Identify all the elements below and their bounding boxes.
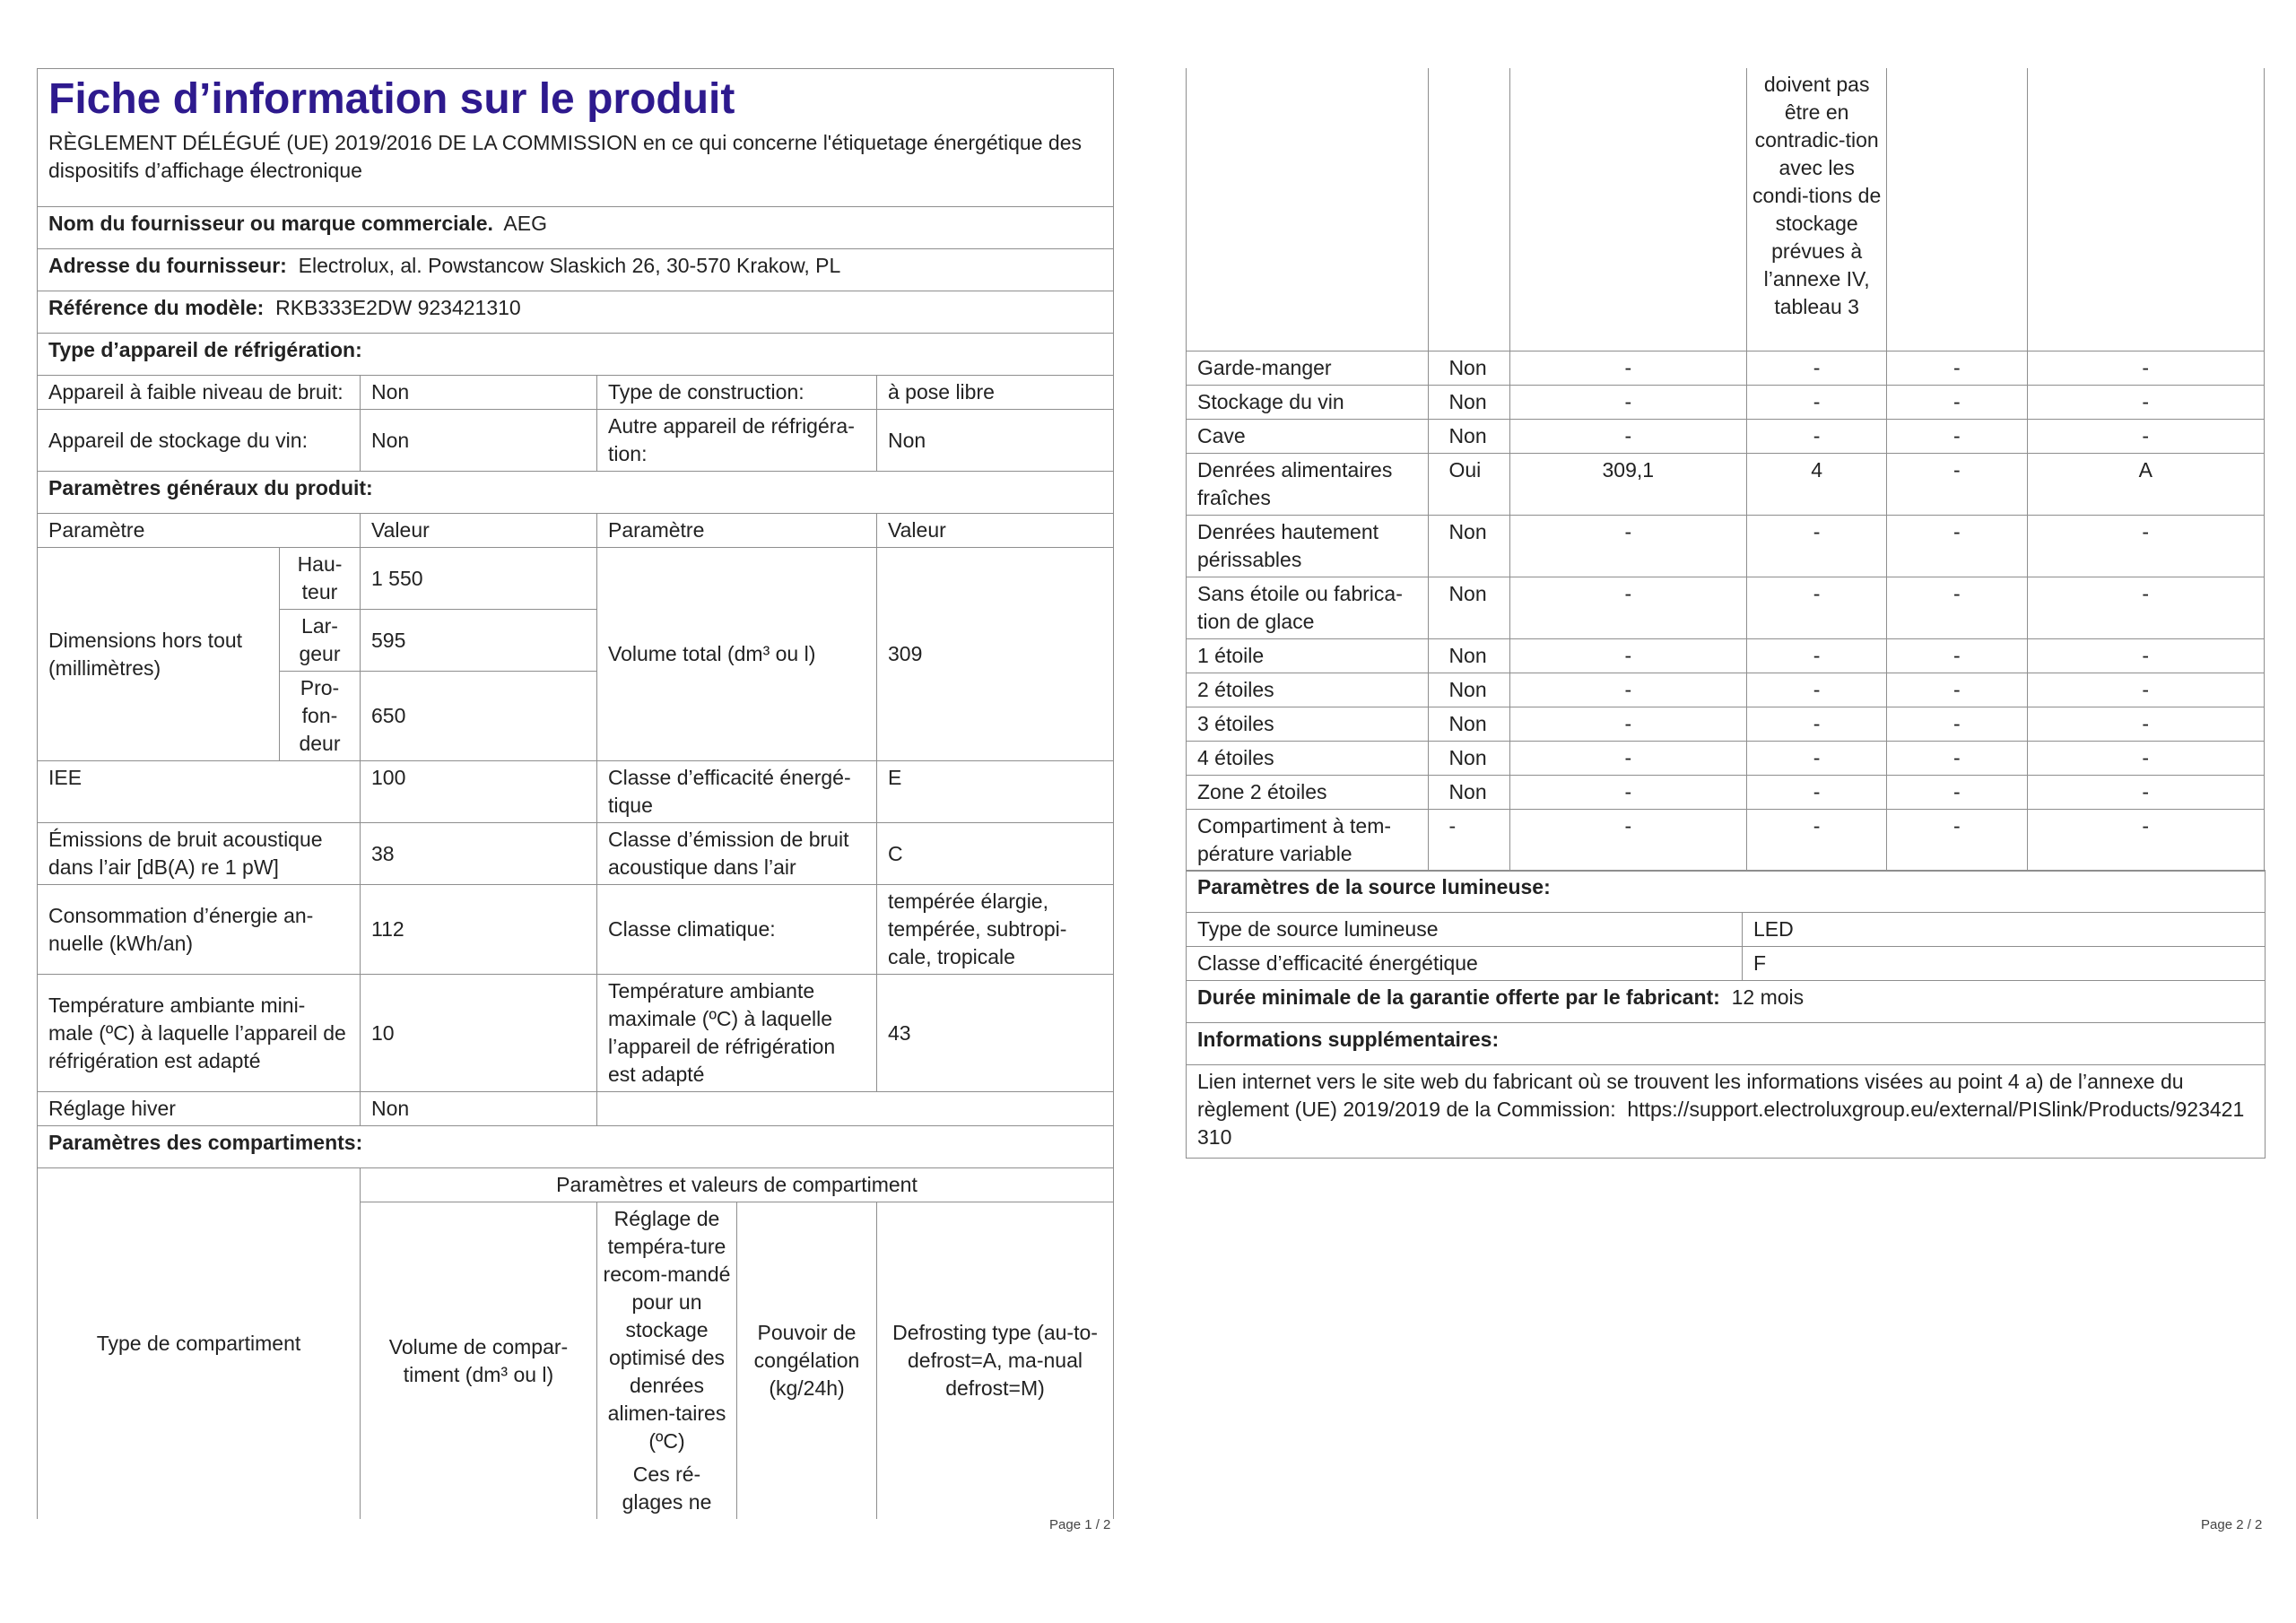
compartment-type: 4 étoiles bbox=[1187, 741, 1429, 775]
cont-defrost bbox=[2027, 68, 2264, 351]
compartment-volume: - bbox=[1509, 809, 1746, 871]
page-title: Fiche d’information sur le produit bbox=[48, 75, 735, 123]
compartment-row bbox=[1187, 419, 2265, 453]
compartment-row bbox=[1187, 673, 2265, 707]
supplier-row bbox=[38, 207, 1114, 249]
compartment-volume: - bbox=[1509, 577, 1746, 638]
compartment-type: Zone 2 étoiles bbox=[1187, 775, 1429, 809]
light-heading-text: Paramètres de la source lumineuse: bbox=[1197, 875, 1551, 898]
compartment-volume: - bbox=[1509, 775, 1746, 809]
regulation-text: RÈGLEMENT DÉLÉGUÉ (UE) 2019/2016 DE LA COMMISSION en ce qui concerne l'étiquetage énergétique des dispositifs d’affichage électronique bbox=[48, 131, 1082, 182]
compartment-row bbox=[1187, 577, 2265, 638]
comp-temp-note-b: doivent pas être en contradic-tion avec les condi-tions de stockage prévues à l’annexe IV, tableau 3 bbox=[1747, 68, 1887, 351]
compartment-freeze: - bbox=[1887, 453, 2027, 515]
compartment-present: Non bbox=[1429, 775, 1509, 809]
compartment-freeze: - bbox=[1887, 638, 2027, 673]
compartment-temp: - bbox=[1747, 515, 1887, 577]
compartment-type: Compartiment à tem-pérature variable bbox=[1187, 809, 1429, 871]
construction-value: à pose libre bbox=[877, 376, 1114, 410]
header-cell bbox=[38, 69, 1114, 207]
compartment-temp: - bbox=[1747, 707, 1887, 741]
warranty-label: Durée minimale de la garantie offerte par le fabricant: bbox=[1197, 985, 1720, 1009]
compartment-defrost: - bbox=[2027, 515, 2264, 577]
total-volume-label: Volume total (dm³ ou l) bbox=[597, 548, 877, 761]
total-volume-value: 309 bbox=[877, 548, 1114, 761]
link-text: Lien internet vers le site web du fabricant où se trouvent les informations visées au point 4 a) de l’annexe du règlement (UE) 2019/2019 de la Commission: bbox=[1197, 1070, 2184, 1121]
compartment-type: 2 étoiles bbox=[1187, 673, 1429, 707]
compartment-temp: - bbox=[1747, 419, 1887, 453]
compartment-present: Non bbox=[1429, 741, 1509, 775]
comp-temp-header bbox=[597, 1202, 737, 1520]
compartment-temp: - bbox=[1747, 775, 1887, 809]
compartment-defrost: - bbox=[2027, 809, 2264, 871]
compartment-type: Denrées hautement périssables bbox=[1187, 515, 1429, 577]
noise-value: 38 bbox=[361, 823, 597, 885]
compartment-freeze: - bbox=[1887, 577, 2027, 638]
comp-temp-note-a: Ces ré-glages ne bbox=[622, 1462, 712, 1514]
page-number-1: Page 1 / 2 bbox=[1049, 1517, 1111, 1532]
col-param-2: Paramètre bbox=[597, 514, 877, 548]
appliance-type-heading-text: Type d’appareil de réfrigération: bbox=[48, 338, 362, 361]
page-1 bbox=[37, 68, 1113, 1519]
compartment-freeze: - bbox=[1887, 385, 2027, 419]
compartment-volume: - bbox=[1509, 741, 1746, 775]
compartments-table bbox=[1186, 68, 2265, 872]
compartment-volume: - bbox=[1509, 419, 1746, 453]
compartment-temp: - bbox=[1747, 385, 1887, 419]
min-temp-label: Température ambiante mini-male (ºC) à laquelle l’appareil de réfrigération est adapté bbox=[38, 975, 361, 1092]
compartment-defrost: - bbox=[2027, 673, 2264, 707]
cont-volume bbox=[1509, 68, 1746, 351]
compartment-type: 3 étoiles bbox=[1187, 707, 1429, 741]
manufacturer-link[interactable]: https://support.electroluxgroup.eu/external/PISlink/Products/923421310 bbox=[1197, 1098, 2245, 1149]
model-row bbox=[38, 291, 1114, 334]
compartment-temp: - bbox=[1747, 673, 1887, 707]
general-heading-text: Paramètres généraux du produit: bbox=[48, 476, 373, 499]
compartment-row bbox=[1187, 515, 2265, 577]
compartment-volume: 309,1 bbox=[1509, 453, 1746, 515]
compartment-defrost: - bbox=[2027, 775, 2264, 809]
compartment-freeze: - bbox=[1887, 741, 2027, 775]
additional-heading bbox=[1187, 1023, 2266, 1065]
light-and-info-table bbox=[1186, 870, 2266, 1159]
compartment-present: Non bbox=[1429, 419, 1509, 453]
compartment-temp: - bbox=[1747, 577, 1887, 638]
width-value: 595 bbox=[361, 610, 597, 672]
comp-freeze-header: Pouvoir de congélation (kg/24h) bbox=[737, 1202, 877, 1520]
compartment-defrost: - bbox=[2027, 741, 2264, 775]
model-label: Référence du modèle: bbox=[48, 296, 265, 319]
compartment-row bbox=[1187, 638, 2265, 673]
low-noise-label: Appareil à faible niveau de bruit: bbox=[38, 376, 361, 410]
compartment-type: Denrées alimentaires fraîches bbox=[1187, 453, 1429, 515]
compartment-present: - bbox=[1429, 809, 1509, 871]
depth-value: 650 bbox=[361, 672, 597, 761]
compartment-present: Oui bbox=[1429, 453, 1509, 515]
compartment-volume: - bbox=[1509, 515, 1746, 577]
other-label: Autre appareil de réfrigéra-tion: bbox=[597, 410, 877, 472]
compartment-present: Non bbox=[1429, 673, 1509, 707]
compartment-volume: - bbox=[1509, 673, 1746, 707]
compartment-volume: - bbox=[1509, 638, 1746, 673]
other-value: Non bbox=[877, 410, 1114, 472]
compartment-freeze: - bbox=[1887, 809, 2027, 871]
compartment-defrost: - bbox=[2027, 351, 2264, 385]
supplier-label: Nom du fournisseur ou marque commerciale. bbox=[48, 212, 493, 235]
compartment-defrost: - bbox=[2027, 577, 2264, 638]
compartment-rows bbox=[1187, 351, 2265, 871]
max-temp-value: 43 bbox=[877, 975, 1114, 1092]
min-temp-value: 10 bbox=[361, 975, 597, 1092]
compartment-freeze: - bbox=[1887, 775, 2027, 809]
light-class-label: Classe d’efficacité énergétique bbox=[1187, 947, 1743, 981]
page-2 bbox=[1186, 68, 2265, 1159]
compartment-freeze: - bbox=[1887, 707, 2027, 741]
col-param-1: Paramètre bbox=[38, 514, 361, 548]
light-type-value: LED bbox=[1743, 913, 2266, 947]
link-row bbox=[1187, 1065, 2266, 1159]
cont-freeze bbox=[1887, 68, 2027, 351]
compartment-row bbox=[1187, 809, 2265, 871]
appliance-type-heading bbox=[38, 334, 1114, 376]
winter-label: Réglage hiver bbox=[38, 1092, 361, 1126]
depth-label: Pro-fon-deur bbox=[280, 672, 361, 761]
compartment-volume: - bbox=[1509, 385, 1746, 419]
compartment-row bbox=[1187, 453, 2265, 515]
eei-label: IEE bbox=[38, 761, 361, 823]
compartment-freeze: - bbox=[1887, 351, 2027, 385]
climate-value: tempérée élargie, tempérée, subtropi-cale, tropicale bbox=[877, 885, 1114, 975]
max-temp-label: Température ambiante maximale (ºC) à laquelle l’appareil de réfrigération est adapté bbox=[597, 975, 877, 1092]
compartment-present: Non bbox=[1429, 577, 1509, 638]
comp-defrost-header: Defrosting type (au-to-defrost=A, ma-nual defrost=M) bbox=[877, 1202, 1114, 1520]
address-value: Electrolux, al. Powstancow Slaskich 26, 30-570 Krakow, PL bbox=[298, 254, 841, 277]
light-class-value: F bbox=[1743, 947, 2266, 981]
compartment-present: Non bbox=[1429, 385, 1509, 419]
energy-class-label: Classe d’efficacité énergé-tique bbox=[597, 761, 877, 823]
climate-label: Classe climatique: bbox=[597, 885, 877, 975]
cont-present bbox=[1429, 68, 1509, 351]
compartment-row bbox=[1187, 385, 2265, 419]
compartment-present: Non bbox=[1429, 515, 1509, 577]
compartment-defrost: - bbox=[2027, 707, 2264, 741]
compartment-defrost: - bbox=[2027, 419, 2264, 453]
compartments-heading bbox=[38, 1126, 1114, 1168]
compartment-volume: - bbox=[1509, 351, 1746, 385]
width-label: Lar-geur bbox=[280, 610, 361, 672]
comp-params-header: Paramètres et valeurs de compartiment bbox=[361, 1168, 1114, 1202]
compartment-present: Non bbox=[1429, 638, 1509, 673]
winter-value: Non bbox=[361, 1092, 597, 1126]
compartment-present: Non bbox=[1429, 351, 1509, 385]
warranty-row bbox=[1187, 981, 2266, 1023]
compartment-defrost: A bbox=[2027, 453, 2264, 515]
wine-value: Non bbox=[361, 410, 597, 472]
wine-label: Appareil de stockage du vin: bbox=[38, 410, 361, 472]
consumption-value: 112 bbox=[361, 885, 597, 975]
noise-class-value: C bbox=[877, 823, 1114, 885]
consumption-label: Consommation d’énergie an-nuelle (kWh/an) bbox=[38, 885, 361, 975]
model-value: RKB333E2DW 923421310 bbox=[275, 296, 521, 319]
page-number-2: Page 2 / 2 bbox=[2201, 1517, 2263, 1532]
col-value-1: Valeur bbox=[361, 514, 597, 548]
height-label: Hau-teur bbox=[280, 548, 361, 610]
light-heading bbox=[1187, 871, 2266, 913]
comp-volume-header: Volume de compar-timent (dm³ ou l) bbox=[361, 1202, 597, 1520]
compartment-type: Cave bbox=[1187, 419, 1429, 453]
compartment-temp: - bbox=[1747, 809, 1887, 871]
warranty-value: 12 mois bbox=[1731, 985, 1805, 1009]
compartment-defrost: - bbox=[2027, 385, 2264, 419]
compartment-row bbox=[1187, 775, 2265, 809]
cont-type bbox=[1187, 68, 1429, 351]
compartment-temp: - bbox=[1747, 638, 1887, 673]
energy-class-value: E bbox=[877, 761, 1114, 823]
compartment-type: Sans étoile ou fabrica-tion de glace bbox=[1187, 577, 1429, 638]
supplier-value: AEG bbox=[503, 212, 547, 235]
compartment-type: Stockage du vin bbox=[1187, 385, 1429, 419]
compartment-row bbox=[1187, 707, 2265, 741]
compartment-type: Garde-manger bbox=[1187, 351, 1429, 385]
compartments-heading-text: Paramètres des compartiments: bbox=[48, 1131, 363, 1154]
noise-class-label: Classe d’émission de bruit acoustique dans l’air bbox=[597, 823, 877, 885]
comp-temp-text: Réglage de tempéra-ture recom-mandé pour un stockage optimisé des denrées alimen-taires (ºC) bbox=[603, 1207, 731, 1453]
compartment-temp: - bbox=[1747, 351, 1887, 385]
compartment-row bbox=[1187, 351, 2265, 385]
compartment-freeze: - bbox=[1887, 515, 2027, 577]
general-heading bbox=[38, 472, 1114, 514]
compartment-present: Non bbox=[1429, 707, 1509, 741]
dimensions-label: Dimensions hors tout (millimètres) bbox=[38, 548, 280, 761]
product-info-table bbox=[37, 68, 1114, 1519]
winter-empty bbox=[597, 1092, 1114, 1126]
compartment-freeze: - bbox=[1887, 673, 2027, 707]
noise-label: Émissions de bruit acoustique dans l’air [dB(A) re 1 pW] bbox=[38, 823, 361, 885]
height-value: 1 550 bbox=[361, 548, 597, 610]
additional-heading-text: Informations supplémentaires: bbox=[1197, 1028, 1500, 1051]
address-label: Adresse du fournisseur: bbox=[48, 254, 287, 277]
compartment-temp: - bbox=[1747, 741, 1887, 775]
light-type-label: Type de source lumineuse bbox=[1187, 913, 1743, 947]
compartment-row bbox=[1187, 741, 2265, 775]
compartment-defrost: - bbox=[2027, 638, 2264, 673]
compartment-volume: - bbox=[1509, 707, 1746, 741]
compartment-freeze: - bbox=[1887, 419, 2027, 453]
comp-type-header: Type de compartiment bbox=[38, 1168, 361, 1520]
low-noise-value: Non bbox=[361, 376, 597, 410]
construction-label: Type de construction: bbox=[597, 376, 877, 410]
eei-value: 100 bbox=[361, 761, 597, 823]
compartment-type: 1 étoile bbox=[1187, 638, 1429, 673]
address-row bbox=[38, 249, 1114, 291]
col-value-2: Valeur bbox=[877, 514, 1114, 548]
compartment-temp: 4 bbox=[1747, 453, 1887, 515]
